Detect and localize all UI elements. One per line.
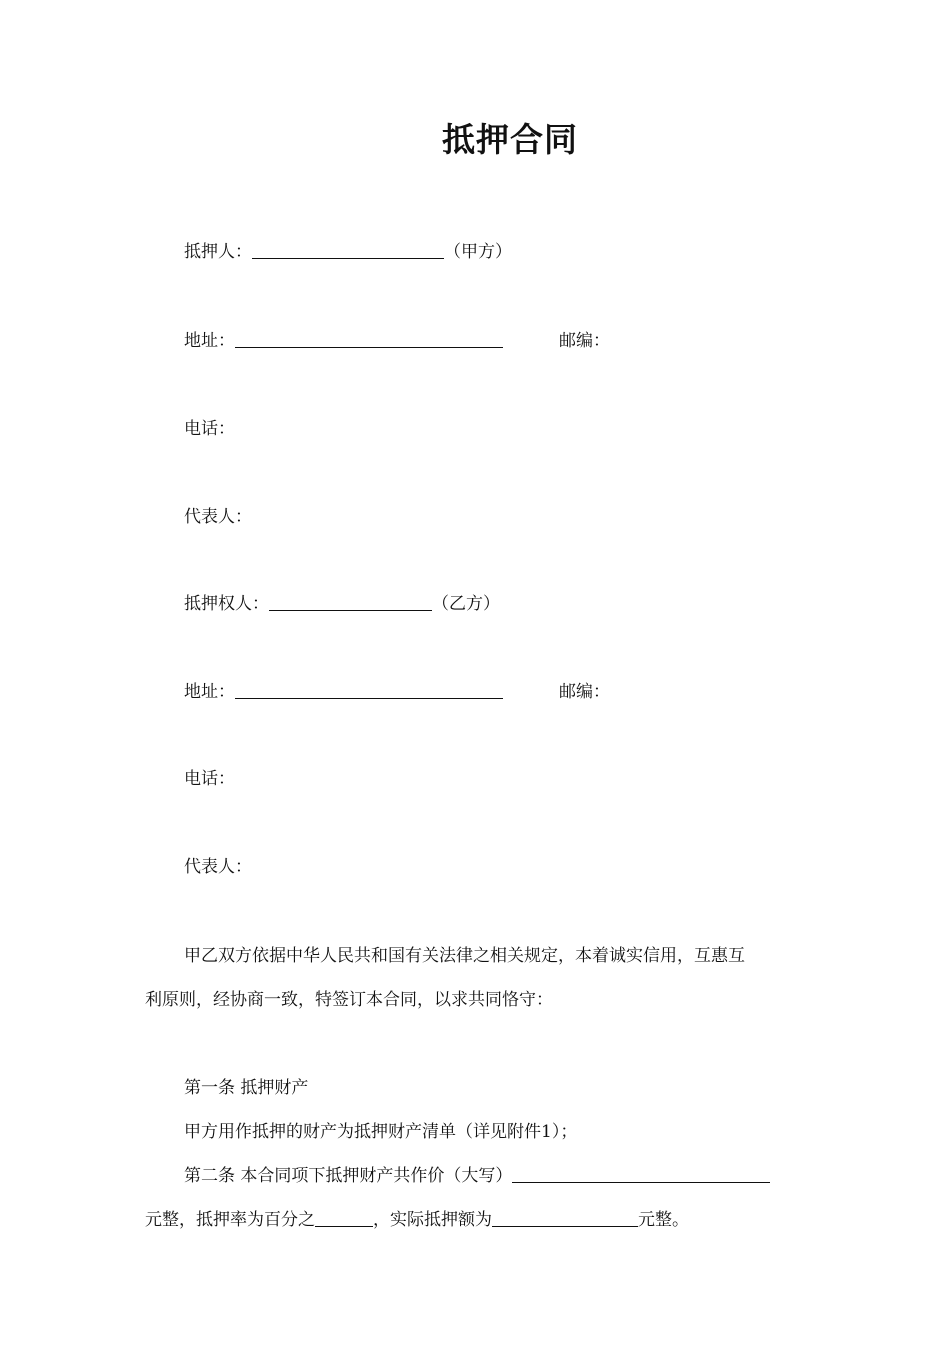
- article-1-text: 甲方用作抵押的财产为抵押财产清单（详见附件1）；: [184, 1122, 578, 1142]
- party-b-address-blank[interactable]: [235, 682, 503, 699]
- article-2-text-part-4: 元整。: [638, 1210, 689, 1230]
- mortgagor-blank[interactable]: [252, 242, 444, 259]
- article-1-heading: 第一条 抵押财产: [184, 1078, 309, 1098]
- party-b-address-label: 地址：: [184, 682, 235, 702]
- mortgage-rate-blank[interactable]: [315, 1210, 373, 1227]
- party-b-phone-label: 电话：: [184, 769, 235, 789]
- mortgagee-blank[interactable]: [269, 594, 432, 611]
- party-b-address-line: [184, 680, 503, 704]
- mortgagee-line: [184, 592, 500, 616]
- mortgagee-label: 抵押权人：: [184, 594, 269, 614]
- party-a-address-blank[interactable]: [235, 331, 503, 348]
- party-a-address-label: 地址：: [184, 331, 235, 351]
- article-2-line-2: [145, 1208, 689, 1232]
- total-value-blank[interactable]: [512, 1166, 770, 1183]
- party-a-address-line: [184, 329, 503, 353]
- article-2-line-1: [184, 1164, 770, 1188]
- party-a-postcode-label: 邮编：: [559, 331, 610, 351]
- mortgagor-label: 抵押人：: [184, 242, 252, 262]
- article-2-text-part-2: 元整，抵押率为百分之: [145, 1210, 315, 1230]
- mortgagor-suffix: （甲方）: [444, 242, 512, 262]
- preamble-line-2: 利原则，经协商一致，特签订本合同，以求共同恪守：: [145, 990, 553, 1010]
- actual-amount-blank[interactable]: [492, 1210, 638, 1227]
- article-2-text-part-1: 第二条 本合同项下抵押财产共作价（大写）: [184, 1166, 513, 1186]
- mortgagor-line: [184, 240, 512, 264]
- party-b-representative-label: 代表人：: [184, 857, 252, 877]
- article-2-text-part-3: ，实际抵押额为: [373, 1210, 492, 1230]
- preamble-line-1: 甲乙双方依据中华人民共和国有关法律之相关规定，本着诚实信用，互惠互: [184, 946, 745, 966]
- document-title: 抵押合同: [442, 120, 578, 159]
- party-a-representative-label: 代表人：: [184, 507, 252, 527]
- mortgagee-suffix: （乙方）: [432, 594, 500, 614]
- party-a-phone-label: 电话：: [184, 419, 235, 439]
- party-b-postcode-label: 邮编：: [559, 682, 610, 702]
